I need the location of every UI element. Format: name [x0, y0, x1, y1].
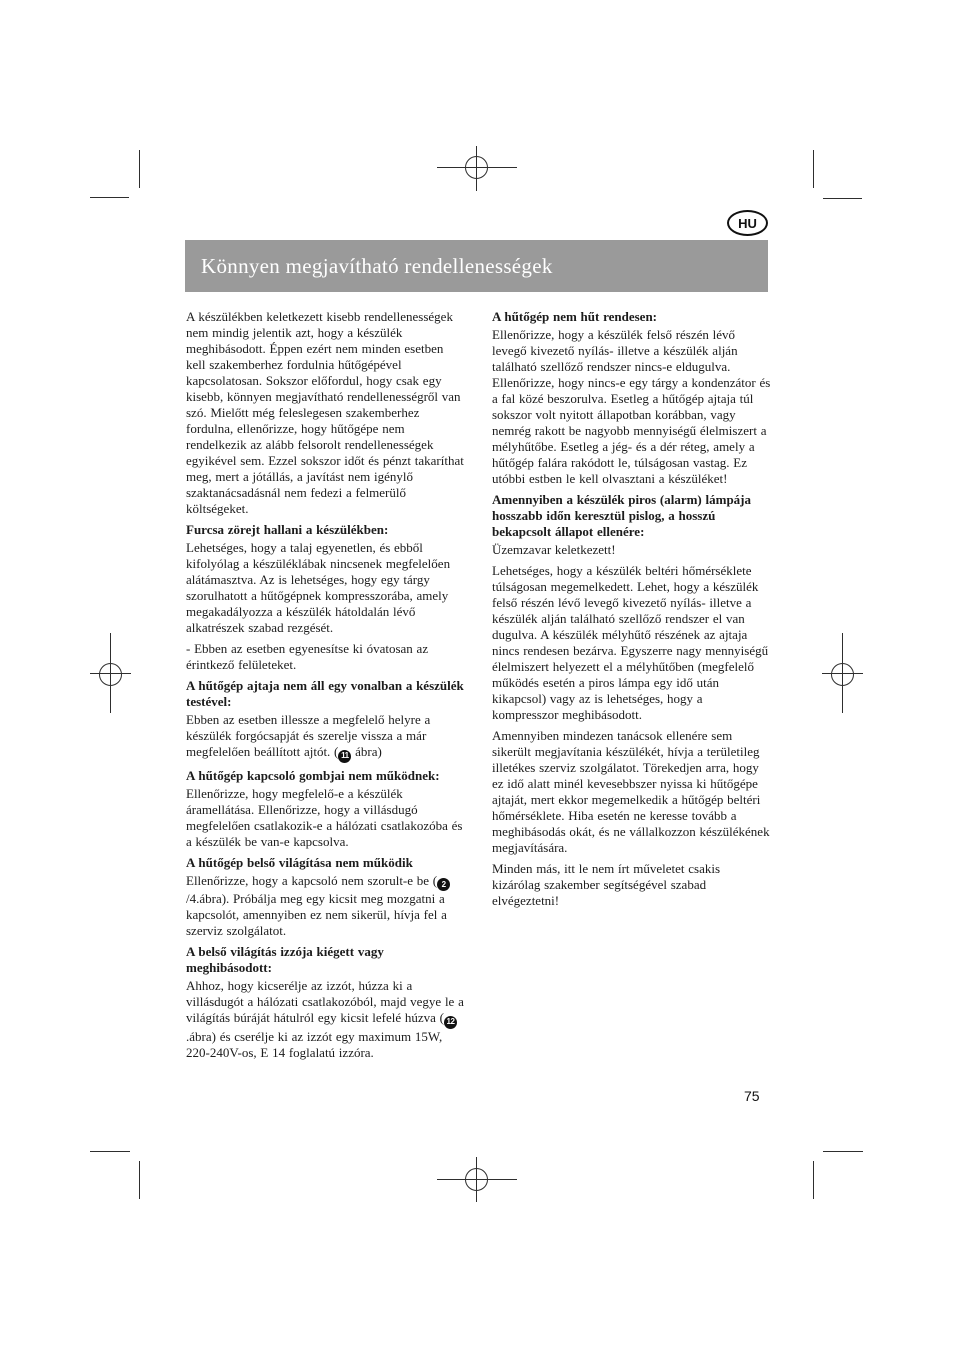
page-number: 75 — [744, 1088, 760, 1104]
heading-door-misaligned: A hűtőgép ajtaja nem áll egy vonalban a készülék testével: — [186, 678, 464, 709]
crop-mark-bottom-right-vertical — [813, 1161, 814, 1199]
paragraph — [186, 978, 466, 1061]
paragraph: Amennyiben mindezen tanácsok ellenére sem sikerült megjavítania készülékét, hívja a területileg illetékes szerviz szolgálatot. Törekedjen arra, hogy ez idő alatt minél kevesebbszer nyissa ki hűtőgépe ajtaját, mert ekkor megemelkedik a hűtőgép beltéri hőmérséklete. Hiba esetén ne keresse tovább a meghibásodás okát, és ne vállalkozzon készülékének megjavítására. — [492, 728, 770, 855]
language-badge — [727, 210, 768, 236]
heading-interior-light-not-working: A hűtőgép belső világítása nem működik — [186, 854, 413, 870]
paragraph: Lehetséges, hogy a talaj egyenetlen, és ebből kifolyólag a készüléklábak nincsenek megfelelően alátámasztva. Az is lehetséges, hogy egy tárgy szorulhatott a hűtőgépnek kompresszorába, amely megakadályozza a készülék hátoldalán lévő alkatrészek szabad rezgését. — [186, 540, 451, 635]
paragraph — [186, 712, 466, 763]
paragraph: - Ebben az esetben egyenesítse ki óvatosan az érintkező felületeket. — [186, 641, 429, 672]
crop-mark-top-left-horizontal — [90, 197, 129, 198]
language-badge-label: HU — [738, 215, 757, 231]
left-column — [186, 309, 466, 1066]
paragraph: Ellenőrizze, hogy megfelelő-e a készülék áramellátása. Ellenőrizze, hogy a villásdugó megfelelően csatlakozik-e a hálózati csatlakozóba és a készülék be van-e kapcsolva. — [186, 785, 463, 849]
paragraph: Ellenőrizze, hogy a készülék felső részén lévő levegő kivezető nyílás- illetve a készülék alján található szellőző rendszer nincs-e eldugulva. Ellenőrizze, hogy nincs-e egy tárgy a kondenzátor és a fal közé beszorulva. Esetleg a hűtőgép ajtaja túl sokszor volt nyitott állapotban korábban, vagy nemrég rakott be nagyobb mennyiségű élelmiszert a mélyhűtőbe. Esetleg a jég- és a dér réteg, amely a hűtőgép falára rakódott le, túlságosan vastag. Ez utóbbi estben le kell olvasztani a készüléket! — [492, 327, 771, 486]
registration-mark-right-circle-icon — [831, 663, 854, 686]
paragraph: Minden más, itt le nem írt műveletet csakis kizárólag szakember segítségével szabad elvégeztetni! — [492, 861, 721, 908]
right-column — [492, 306, 772, 914]
figure-11-badge-icon: 11 — [338, 750, 351, 763]
crop-mark-top-right-horizontal — [823, 198, 862, 199]
heading-bulb-burned-out: A belső világítás izzója kiégett vagy meghibásodott: — [186, 944, 384, 975]
section-title-bar — [185, 240, 768, 292]
registration-mark-top-circle-icon — [465, 156, 488, 179]
registration-mark-left-circle-icon — [99, 663, 122, 686]
registration-mark-bottom-circle-icon — [465, 1168, 488, 1191]
paragraph-text: Ebben az esetben illessze a megfelelő helyre a készülék forgócsapját és szerelje vissza a már megfelelően beállított ajtót. ( — [186, 712, 431, 759]
paragraph-text: ábra) — [351, 744, 382, 759]
paragraph: Üzemzavar keletkezett! — [492, 542, 616, 557]
crop-mark-bottom-right-horizontal — [823, 1151, 863, 1152]
heading-alarm-lamp-blinking: Amennyiben a készülék piros (alarm) lámpája hosszabb időn keresztül pislog, a hosszú bekapcsolt állapot ellenére: — [492, 492, 752, 539]
paragraph: Lehetséges, hogy a készülék beltéri hőmérséklete túlságosan megemelkedett. Lehet, hogy a készülék felső részén lévő levegő kivezető nyílás- illetve a készülék alján található szellőző rendszer el van dugulva. A készülék mélyhűtő részének az ajtaja nincs rendesen bezárva. Egyszerre nagy mennyiségű élelmiszert helyezett el a mélyhűtőben (megfelelő működés esetén a piros lámpa egy idő után kikapcsol) vagy az is lehetséges, hogy a kompresszor meghibásodott. — [492, 563, 769, 722]
figure-2-badge-icon: 2 — [437, 878, 450, 891]
intro-paragraph: A készülékben keletkezett kisebb rendellenességek nem mindig jelentik azt, hogy a készülék meghibásodott. Éppen ezért nem minden esetben kell szakemberhez fordulnia hűtőgépével kapcsolatosan. Sokszor előfordul, hogy csak egy kisebb, könnyen megjavítható rendellenességről van szó. Mielőtt még feleslegesen szakemberhez fordulna, ellenőrizze, hogy hűtőgépe nem rendelkezik az alább felsorolt rendellenességek egyikével sem. Ezzel sokszor időt és pénzt takaríthat meg, mert a jótállás, a javítást nem igénylő szaktanácsadásnál nem fedezi a felmerülő költségeket. — [186, 309, 464, 516]
crop-mark-bottom-left-horizontal — [90, 1151, 130, 1152]
heading-not-cooling: A hűtőgép nem hűt rendesen: — [492, 309, 658, 324]
crop-mark-bottom-left-vertical — [139, 1161, 140, 1199]
paragraph-text: Ellenőrizze, hogy a kapcsoló nem szorult-e be ( — [186, 872, 438, 888]
figure-12-badge-icon: 12 — [444, 1016, 457, 1029]
paragraph-text: Ahhoz, hogy kicserélje az izzót, húzza ki a villásdugót a hálózati csatlakozóból, majd vegye le a világítás búráját hátulról egy kicsit lefelé húzva ( — [186, 978, 464, 1025]
heading-strange-noise: Furcsa zörejt hallani a készülékben: — [186, 522, 389, 537]
heading-buttons-not-working: A hűtőgép kapcsoló gombjai nem működnek: — [186, 767, 440, 783]
paragraph-text: .ábra) és cserélje ki az izzót egy maximum 15W, 220-240V-os, E 14 foglalatú izzóra. — [186, 1028, 443, 1060]
crop-mark-top-left-vertical — [139, 150, 140, 188]
page-title: Könnyen megjavítható rendellenességek — [201, 253, 553, 278]
paragraph-text: /4.ábra). Próbálja meg egy kicsit meg mozgatni a kapcsolót, amennyiben ez nem sikerül, hívja fel a szerviz szolgálatot. — [186, 891, 447, 938]
crop-mark-top-right-vertical — [813, 150, 814, 188]
paragraph — [186, 873, 466, 940]
